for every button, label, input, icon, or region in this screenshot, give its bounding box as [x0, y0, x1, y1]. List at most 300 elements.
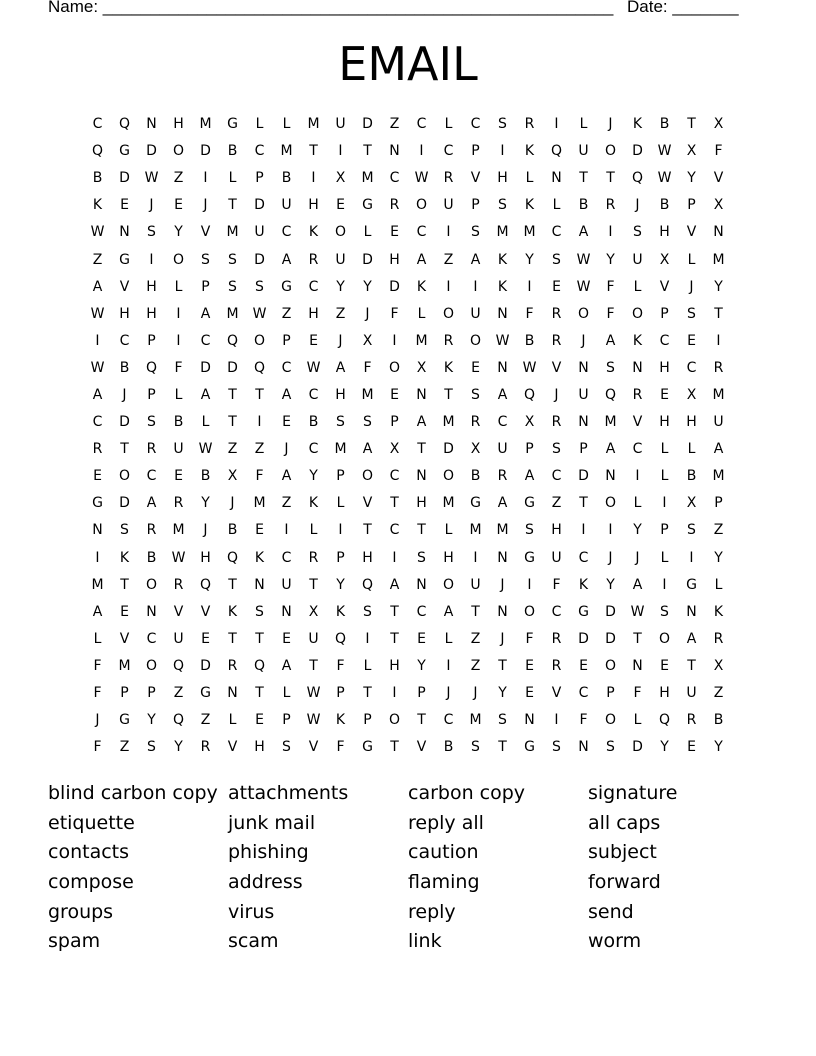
grid-letter: H [200, 549, 211, 566]
grid-letter: E [255, 712, 264, 729]
grid-letter: J [446, 685, 451, 702]
grid-letter: L [417, 305, 426, 322]
grid-letter: V [200, 224, 211, 241]
word-list-item: link [408, 930, 442, 953]
grid-letter: E [282, 414, 291, 431]
grid-letter: M [307, 116, 320, 133]
grid-letter: T [390, 630, 399, 647]
grid-letter: L [714, 576, 723, 593]
word-list-item: compose [48, 871, 134, 894]
grid-row [84, 436, 732, 463]
grid-letter: A [281, 468, 292, 485]
grid-letter: S [255, 278, 264, 295]
grid-letter: Z [713, 685, 724, 702]
grid-letter: N [578, 359, 589, 376]
grid-letter: N [389, 143, 400, 160]
grid-letter: T [363, 685, 372, 702]
grid-letter: H [362, 549, 373, 566]
grid-row [84, 192, 732, 219]
grid-letter: R [389, 197, 400, 214]
grid-letter: K [308, 224, 319, 241]
grid-letter: O [658, 630, 671, 647]
grid-letter: J [284, 441, 289, 458]
grid-letter: N [281, 603, 292, 620]
grid-letter: Z [227, 441, 238, 458]
grid-letter: E [687, 332, 696, 349]
grid-letter: P [714, 495, 723, 512]
grid-letter: V [551, 685, 562, 702]
grid-letter: S [525, 522, 534, 539]
grid-letter: Y [363, 278, 372, 295]
grid-letter: G [281, 278, 292, 295]
grid-letter: V [200, 603, 211, 620]
grid-letter: T [255, 630, 264, 647]
grid-letter: J [608, 116, 613, 133]
grid-letter: V [470, 170, 481, 187]
grid-letter: B [470, 468, 481, 485]
grid-letter: G [524, 549, 535, 566]
grid-letter: O [631, 305, 644, 322]
grid-letter: T [309, 576, 318, 593]
grid-letter: F [93, 657, 102, 674]
grid-letter: P [363, 712, 372, 729]
grid-row [84, 517, 732, 544]
grid-letter: I [473, 549, 478, 566]
grid-letter: L [444, 116, 453, 133]
grid-letter: M [496, 224, 509, 241]
grid-letter: E [471, 359, 480, 376]
grid-letter: M [199, 116, 212, 133]
grid-letter: B [686, 468, 697, 485]
grid-letter: C [389, 522, 400, 539]
grid-letter: N [686, 603, 697, 620]
grid-letter: T [390, 739, 399, 756]
grid-row [84, 219, 732, 246]
grid-letter: H [443, 549, 454, 566]
grid-letter: I [392, 685, 397, 702]
grid-letter: V [173, 603, 184, 620]
grid-letter: E [660, 657, 669, 674]
grid-letter: Y [174, 739, 183, 756]
grid-letter: Q [631, 170, 644, 187]
grid-letter: P [336, 468, 345, 485]
grid-letter: C [281, 359, 292, 376]
grid-letter: C [308, 386, 319, 403]
grid-letter: O [361, 468, 374, 485]
grid-letter: U [281, 576, 292, 593]
grid-letter: A [281, 251, 292, 268]
grid-letter: G [362, 739, 373, 756]
grid-letter: I [446, 224, 451, 241]
grid-letter: P [282, 712, 291, 729]
grid-letter: F [579, 712, 588, 729]
grid-letter: T [444, 386, 453, 403]
grid-letter: N [713, 224, 724, 241]
grid-letter: J [338, 332, 343, 349]
word-list-item: subject [588, 841, 657, 864]
grid-letter: D [362, 116, 373, 133]
grid-letter: Q [118, 116, 131, 133]
grid-letter: G [227, 116, 238, 133]
grid-letter: P [255, 170, 264, 187]
grid-letter: C [389, 468, 400, 485]
grid-letter: P [201, 278, 210, 295]
grid-letter: U [632, 251, 643, 268]
grid-letter: Z [443, 251, 454, 268]
grid-letter: T [228, 197, 237, 214]
grid-letter: U [497, 441, 508, 458]
grid-letter: I [608, 224, 613, 241]
grid-letter: U [578, 143, 589, 160]
grid-letter: P [120, 685, 129, 702]
grid-letter: F [552, 576, 561, 593]
word-list-item: contacts [48, 841, 130, 864]
grid-letter: F [93, 739, 102, 756]
grid-letter: T [498, 739, 507, 756]
grid-letter: R [470, 414, 481, 431]
grid-letter: F [93, 685, 102, 702]
grid-letter: P [660, 522, 669, 539]
word-list [48, 779, 788, 957]
grid-letter: A [200, 386, 211, 403]
grid-letter: R [713, 630, 724, 647]
grid-letter: N [227, 685, 238, 702]
grid-letter: D [578, 630, 589, 647]
grid-letter: M [523, 224, 536, 241]
grid-letter: R [551, 332, 562, 349]
grid-letter: L [201, 414, 210, 431]
grid-letter: L [525, 170, 534, 187]
grid-letter: C [281, 549, 292, 566]
grid-letter: T [579, 495, 588, 512]
grid-letter: D [362, 251, 373, 268]
word-list-item: flaming [408, 871, 480, 894]
grid-letter: E [525, 685, 534, 702]
grid-row [84, 355, 732, 382]
grid-letter: L [363, 657, 372, 674]
grid-letter: G [92, 495, 103, 512]
grid-letter: E [174, 468, 183, 485]
grid-letter: Y [606, 251, 615, 268]
grid-letter: S [552, 441, 561, 458]
grid-letter: C [281, 224, 292, 241]
grid-letter: K [254, 549, 265, 566]
grid-letter: S [228, 278, 237, 295]
word-list-item: carbon copy [408, 782, 526, 804]
grid-letter: S [255, 603, 264, 620]
grid-letter: U [335, 251, 346, 268]
grid-letter: A [389, 576, 400, 593]
grid-letter: Y [714, 549, 723, 566]
grid-letter: W [171, 549, 186, 566]
grid-letter: R [497, 468, 508, 485]
grid-letter: Q [91, 143, 104, 160]
grid-letter: G [524, 739, 535, 756]
grid-letter: S [606, 739, 615, 756]
word-list-item: scam [228, 930, 279, 953]
grid-letter: A [713, 441, 724, 458]
grid-letter: W [657, 170, 672, 187]
grid-letter: N [578, 739, 589, 756]
grid-letter: C [200, 332, 211, 349]
grid-letter: L [444, 630, 453, 647]
grid-letter: P [147, 685, 156, 702]
grid-letter: S [498, 712, 507, 729]
header [48, 0, 748, 21]
page-title: EMAIL [338, 37, 478, 91]
grid-letter: K [632, 116, 643, 133]
grid-letter: L [309, 522, 318, 539]
grid-letter: S [120, 522, 129, 539]
grid-letter: Q [523, 386, 536, 403]
grid-letter: D [578, 468, 589, 485]
grid-letter: Q [253, 359, 266, 376]
grid-letter: I [176, 305, 181, 322]
grid-letter: Q [226, 549, 239, 566]
grid-letter: J [581, 332, 586, 349]
grid-letter: T [255, 386, 264, 403]
grid-letter: S [606, 359, 615, 376]
grid-letter: A [416, 414, 427, 431]
grid-letter: C [416, 116, 427, 133]
grid-letter: G [362, 197, 373, 214]
grid-letter: L [255, 116, 264, 133]
grid-letter: M [442, 414, 455, 431]
grid-letter: H [308, 197, 319, 214]
grid-letter: S [228, 251, 237, 268]
grid-letter: S [633, 224, 642, 241]
grid-letter: E [174, 197, 183, 214]
grid-letter: S [417, 549, 426, 566]
grid-letter: V [551, 359, 562, 376]
grid-letter: Z [254, 441, 265, 458]
grid-letter: I [149, 251, 154, 268]
word-list-item: forward [588, 871, 661, 894]
grid-letter: D [605, 603, 616, 620]
grid-row [84, 246, 732, 273]
grid-letter: W [306, 712, 321, 729]
grid-letter: C [551, 468, 562, 485]
grid-letter: Y [147, 712, 156, 729]
grid-letter: U [335, 116, 346, 133]
grid-row [84, 409, 732, 436]
grid-letter: T [579, 170, 588, 187]
grid-letter: G [524, 495, 535, 512]
grid-letter: M [226, 305, 239, 322]
grid-letter: W [657, 143, 672, 160]
grid-letter: E [282, 630, 291, 647]
grid-letter: S [336, 414, 345, 431]
name-field-label: Name: ______________________________________________________ [48, 0, 614, 16]
grid-letter: O [118, 468, 131, 485]
grid-letter: G [119, 251, 130, 268]
grid-row [84, 382, 732, 409]
grid-letter: O [604, 712, 617, 729]
grid-letter: A [443, 603, 454, 620]
grid-letter: P [390, 414, 399, 431]
grid-letter: D [254, 251, 265, 268]
grid-letter: Z [200, 712, 211, 729]
grid-letter: A [605, 441, 616, 458]
grid-letter: H [146, 278, 157, 295]
grid-letter: C [119, 332, 130, 349]
grid-letter: A [362, 441, 373, 458]
grid-letter: Y [201, 495, 210, 512]
grid-letter: G [470, 495, 481, 512]
grid-letter: T [309, 657, 318, 674]
grid-letter: S [687, 305, 696, 322]
grid-letter: R [632, 386, 643, 403]
grid-letter: W [306, 685, 321, 702]
grid-letter: I [662, 576, 667, 593]
grid-letter: C [146, 468, 157, 485]
grid-letter: D [200, 359, 211, 376]
grid-letter: S [147, 739, 156, 756]
grid-letter: R [146, 441, 157, 458]
grid-letter: J [689, 278, 694, 295]
grid-letter: H [389, 251, 400, 268]
grid-letter: B [659, 197, 670, 214]
word-list-item: all caps [588, 811, 661, 834]
grid-letter: D [389, 278, 400, 295]
grid-letter: U [470, 305, 481, 322]
grid-letter: N [416, 386, 427, 403]
grid-letter: D [632, 143, 643, 160]
grid-letter: A [470, 251, 481, 268]
grid-letter: X [308, 603, 319, 620]
grid-letter: H [308, 305, 319, 322]
grid-letter: T [498, 657, 507, 674]
grid-letter: P [687, 197, 696, 214]
grid-letter: B [659, 116, 670, 133]
grid-letter: C [443, 143, 454, 160]
grid-row [84, 165, 732, 192]
grid-letter: X [524, 414, 535, 431]
grid-letter: O [334, 224, 347, 241]
grid-letter: I [446, 657, 451, 674]
grid-letter: U [551, 549, 562, 566]
grid-letter: N [497, 359, 508, 376]
grid-letter: B [200, 468, 211, 485]
grid-letter: R [551, 414, 562, 431]
grid-letter: U [578, 386, 589, 403]
grid-letter: V [632, 414, 643, 431]
grid-row [84, 328, 732, 355]
grid-letter: W [576, 251, 591, 268]
grid-letter: V [686, 224, 697, 241]
grid-letter: K [497, 251, 508, 268]
grid-letter: C [578, 685, 589, 702]
grid-letter: O [172, 251, 185, 268]
grid-letter: M [442, 495, 455, 512]
grid-letter: I [257, 414, 262, 431]
grid-letter: Y [687, 170, 696, 187]
grid-letter: I [392, 549, 397, 566]
grid-letter: M [712, 468, 725, 485]
grid-letter: V [659, 278, 670, 295]
grid-letter: M [712, 251, 725, 268]
grid-letter: K [497, 278, 508, 295]
grid-letter: M [253, 495, 266, 512]
word-list-item: reply all [408, 811, 484, 834]
grid-letter: T [228, 576, 237, 593]
grid-letter: A [200, 305, 211, 322]
grid-letter: K [308, 495, 319, 512]
grid-letter: X [713, 197, 724, 214]
grid-letter: Q [145, 359, 158, 376]
grid-letter: T [390, 495, 399, 512]
grid-letter: E [336, 197, 345, 214]
grid-letter: Q [361, 576, 374, 593]
grid-letter: Y [309, 468, 318, 485]
grid-letter: G [119, 712, 130, 729]
grid-letter: K [713, 603, 724, 620]
grid-letter: Q [226, 332, 239, 349]
grid-letter: E [579, 657, 588, 674]
grid-letter: N [632, 657, 643, 674]
grid-letter: D [227, 359, 238, 376]
grid-letter: Y [336, 576, 345, 593]
grid-letter: D [200, 143, 211, 160]
grid-letter: I [689, 549, 694, 566]
grid-letter: I [554, 116, 559, 133]
grid-letter: S [282, 739, 291, 756]
grid-letter: I [446, 278, 451, 295]
grid-letter: S [147, 414, 156, 431]
grid-row [84, 680, 732, 707]
word-list-item: phishing [228, 841, 309, 864]
grid-letter: H [173, 116, 184, 133]
grid-letter: U [686, 685, 697, 702]
grid-letter: T [687, 657, 696, 674]
grid-letter: P [525, 441, 534, 458]
grid-letter: R [146, 522, 157, 539]
grid-letter: I [473, 278, 478, 295]
grid-letter: O [523, 603, 536, 620]
grid-letter: N [524, 712, 535, 729]
grid-letter: R [443, 332, 454, 349]
grid-letter: O [469, 332, 482, 349]
grid-letter: O [253, 332, 266, 349]
grid-letter: R [92, 441, 103, 458]
grid-letter: O [172, 143, 185, 160]
grid-letter: T [714, 305, 723, 322]
grid-letter: L [633, 495, 642, 512]
grid-letter: D [200, 657, 211, 674]
grid-letter: K [92, 197, 103, 214]
grid-letter: A [605, 332, 616, 349]
grid-letter: X [686, 495, 697, 512]
grid-letter: A [416, 251, 427, 268]
grid-letter: W [576, 278, 591, 295]
grid-letter: I [95, 332, 100, 349]
grid-row [84, 138, 732, 165]
grid-letter: V [416, 739, 427, 756]
word-list-item: attachments [228, 782, 349, 804]
grid-letter: R [173, 576, 184, 593]
grid-row [84, 274, 732, 301]
grid-letter: H [119, 305, 130, 322]
grid-letter: A [497, 386, 508, 403]
grid-letter: R [308, 251, 319, 268]
grid-letter: T [417, 441, 426, 458]
grid-letter: B [119, 359, 130, 376]
grid-letter: R [443, 170, 454, 187]
grid-letter: P [606, 685, 615, 702]
grid-letter: M [361, 170, 374, 187]
grid-letter: H [335, 386, 346, 403]
grid-letter: T [417, 712, 426, 729]
